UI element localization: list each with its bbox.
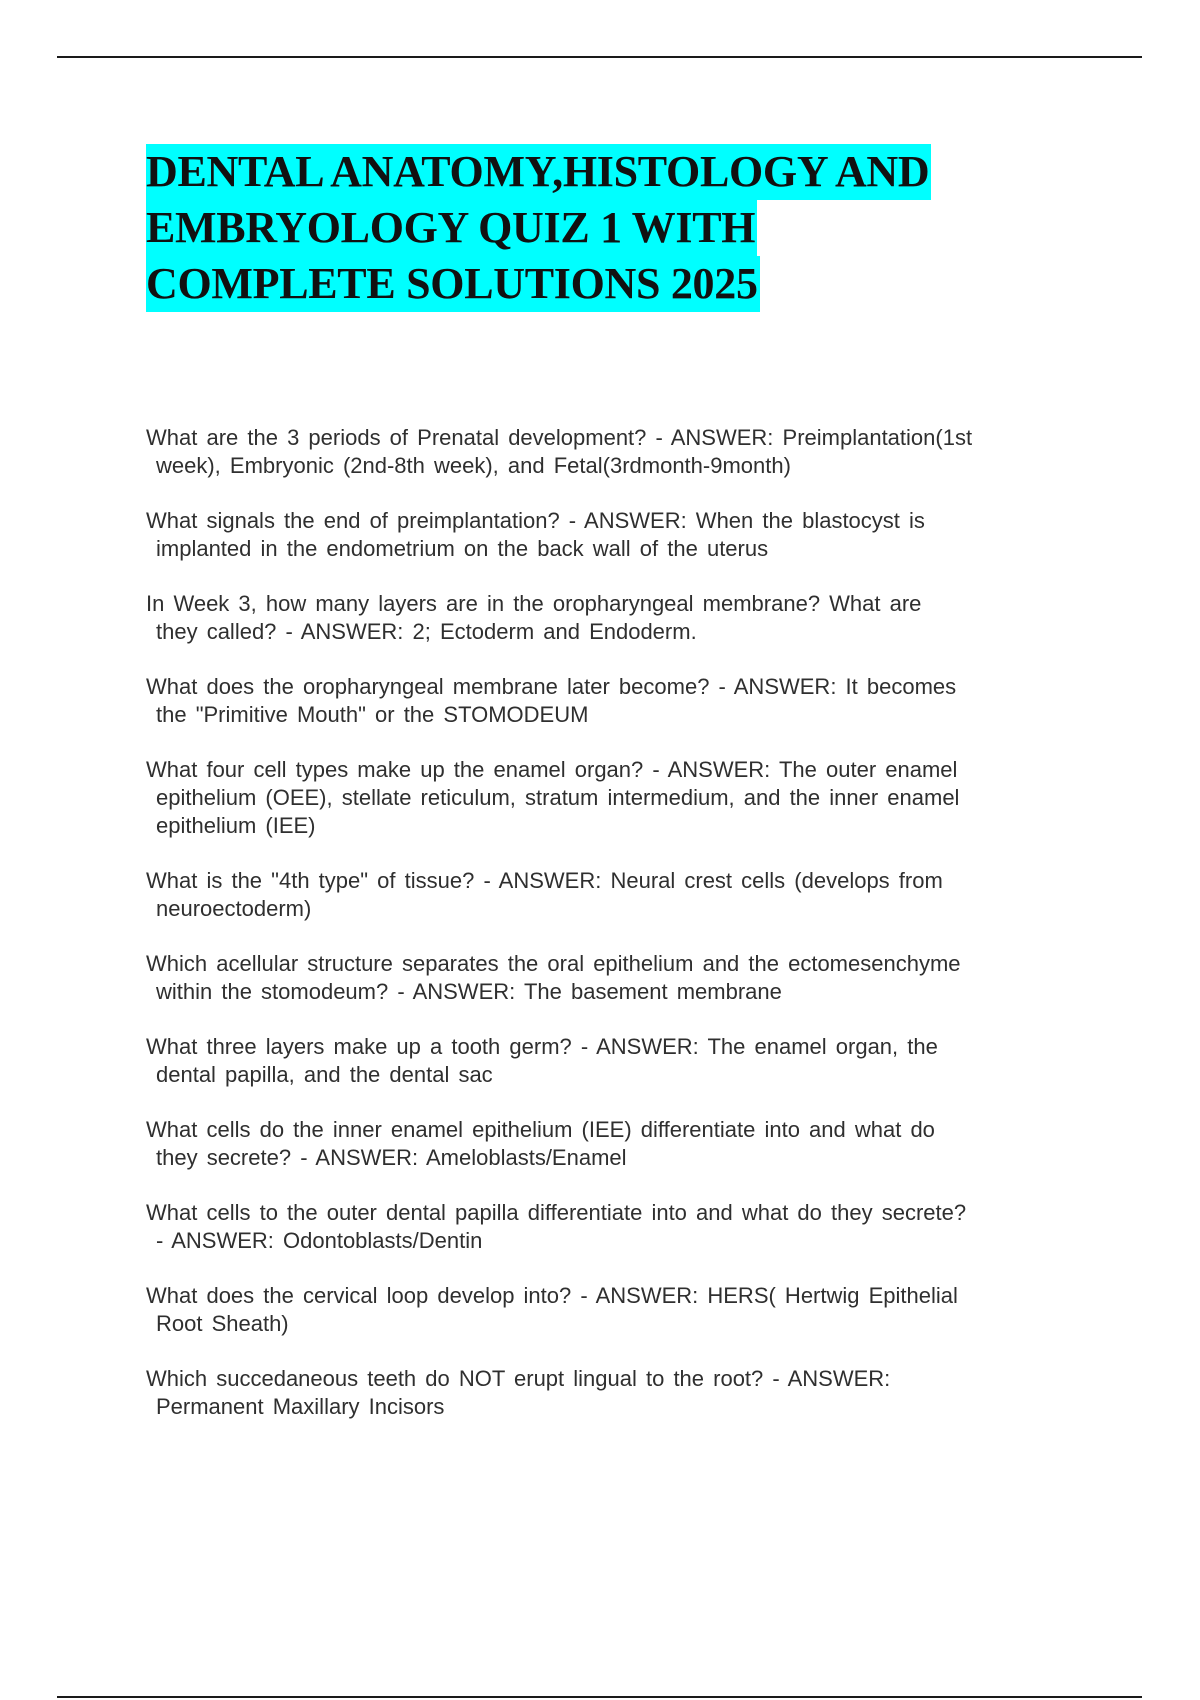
qa-continuation-line: they called? - ANSWER: 2; Ectoderm and Endoderm. [156,619,697,644]
qa-question-line: What cells to the outer dental papilla differentiate into and what do they secrete? [146,1200,967,1225]
qa-continuation-line: - ANSWER: Odontoblasts/Dentin [156,1228,483,1253]
footer-rule [57,1696,1142,1698]
qa-item [146,1199,1086,1255]
title-line-2: EMBRYOLOGY QUIZ 1 WITH [146,200,757,256]
qa-question-line: What four cell types make up the enamel organ? - ANSWER: The outer enamel [146,757,958,782]
qa-item [146,673,1086,729]
qa-item [146,1116,1086,1172]
qa-continuation-line: Root Sheath) [156,1311,289,1336]
qa-question-line: What does the oropharyngeal membrane later become? - ANSWER: It becomes [146,674,957,699]
qa-list [146,424,1086,1448]
qa-item [146,1282,1086,1338]
qa-question-line: What signals the end of preimplantation? - ANSWER: When the blastocyst is [146,508,925,533]
qa-continuation-line: within the stomodeum? - ANSWER: The basement membrane [156,979,782,1004]
qa-item [146,507,1086,563]
qa-item [146,590,1086,646]
qa-continuation-line: they secrete? - ANSWER: Ameloblasts/Enamel [156,1145,627,1170]
qa-continuation-line: implanted in the endometrium on the back wall of the uterus [156,536,769,561]
title-line-3: COMPLETE SOLUTIONS 2025 [146,256,760,312]
qa-continuation-line: dental papilla, and the dental sac [156,1062,493,1087]
qa-item [146,950,1086,1006]
qa-continuation-line: epithelium (OEE), stellate reticulum, stratum intermedium, and the inner enamel [156,785,960,810]
document-title [146,144,1046,312]
qa-item [146,424,1086,480]
qa-question-line: What three layers make up a tooth germ? - ANSWER: The enamel organ, the [146,1034,938,1059]
qa-item [146,756,1086,840]
qa-question-line: Which succedaneous teeth do NOT erupt lingual to the root? - ANSWER: [146,1366,891,1391]
qa-continuation-line: Permanent Maxillary Incisors [156,1394,445,1419]
qa-question-line: What are the 3 periods of Prenatal development? - ANSWER: Preimplantation(1st [146,425,973,450]
qa-item [146,1033,1086,1089]
qa-question-line: What cells do the inner enamel epithelium (IEE) differentiate into and what do [146,1117,935,1142]
qa-question-line: What does the cervical loop develop into? - ANSWER: HERS( Hertwig Epithelial [146,1283,958,1308]
qa-continuation-line: the "Primitive Mouth" or the STOMODEUM [156,702,589,727]
qa-question-line: Which acellular structure separates the oral epithelium and the ectomesenchyme [146,951,961,976]
qa-continuation-line: week), Embryonic (2nd-8th week), and Fetal(3rdmonth-9month) [156,453,791,478]
title-line-1: DENTAL ANATOMY,HISTOLOGY AND [146,144,931,200]
qa-question-line: What is the "4th type" of tissue? - ANSWER: Neural crest cells (develops from [146,868,943,893]
header-rule [57,56,1142,58]
qa-continuation-line: epithelium (IEE) [156,813,316,838]
qa-item [146,1365,1086,1421]
qa-question-line: In Week 3, how many layers are in the oropharyngeal membrane? What are [146,591,922,616]
qa-item [146,867,1086,923]
qa-continuation-line: neuroectoderm) [156,896,312,921]
